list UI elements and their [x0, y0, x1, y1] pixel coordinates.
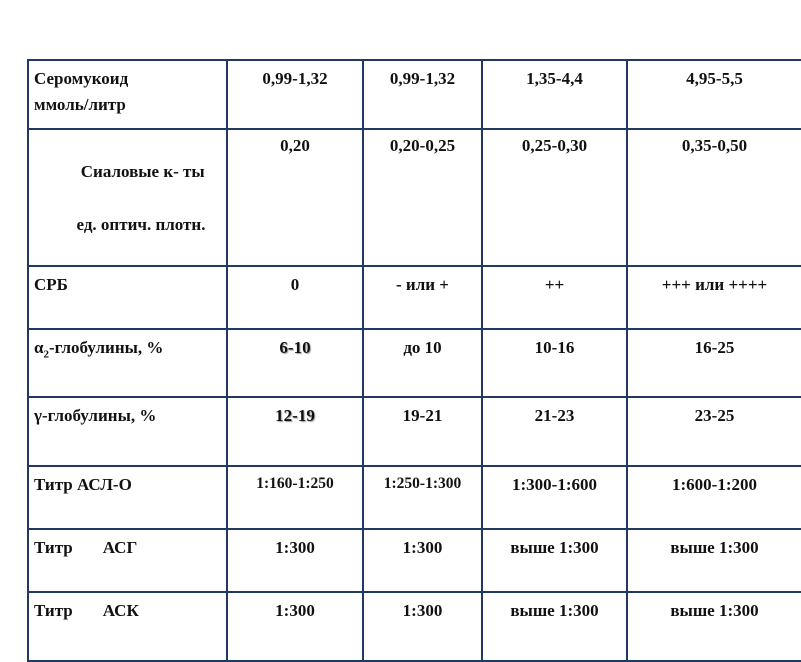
- row-label-cell: [28, 329, 227, 397]
- value-cell: 1:300: [227, 592, 363, 661]
- value-cell: 23-25: [627, 397, 801, 466]
- row-label-cell: [28, 129, 227, 266]
- value-cell: 10-16: [482, 329, 627, 397]
- value-cell: 0,99-1,32: [227, 60, 363, 129]
- row-label-line1: Сиаловые к- ты: [76, 162, 205, 182]
- value-cell: 0,20: [227, 129, 363, 266]
- value-cell: 0,35-0,50: [627, 129, 801, 266]
- row-label-line2: ед. оптич. плотн.: [76, 215, 206, 235]
- value-cell: 1:250-1:300: [363, 466, 482, 529]
- row-label-prefix: α: [34, 337, 44, 357]
- table-row: [28, 329, 801, 397]
- value-cell: [227, 329, 363, 397]
- value-cell: 1:300: [363, 529, 482, 592]
- value-text: 6-10: [279, 337, 311, 357]
- value-cell: ++: [482, 266, 627, 329]
- value-cell: выше 1:300: [482, 529, 627, 592]
- value-cell: выше 1:300: [627, 592, 801, 661]
- value-cell: выше 1:300: [482, 592, 627, 661]
- table-row: [28, 397, 801, 466]
- table-row: [28, 129, 801, 266]
- value-cell: 1:300: [363, 592, 482, 661]
- value-cell: 0,99-1,32: [363, 60, 482, 129]
- value-cell: 1,35-4,4: [482, 60, 627, 129]
- row-label-cell: СРБ: [28, 266, 227, 329]
- row-label-cell: [28, 60, 227, 129]
- row-label-word1: Титр: [34, 537, 73, 557]
- table-row: [28, 529, 801, 592]
- row-label-line2: ммоль/литр: [34, 95, 126, 115]
- value-cell: 1:160-1:250: [227, 466, 363, 529]
- value-cell: 0: [227, 266, 363, 329]
- value-cell: 21-23: [482, 397, 627, 466]
- row-label-suffix: -глобулины, %: [49, 337, 164, 357]
- table-row: [28, 60, 801, 129]
- value-cell: 1:300: [227, 529, 363, 592]
- row-label-cell: Титр АСЛ-О: [28, 466, 227, 529]
- value-cell: 1:600-1:200: [627, 466, 801, 529]
- value-cell: до 10: [363, 329, 482, 397]
- lab-indicators-table: [27, 59, 801, 662]
- value-cell: 4,95-5,5: [627, 60, 801, 129]
- table-row: [28, 466, 801, 529]
- value-cell: 16-25: [627, 329, 801, 397]
- row-label-word1: Титр: [34, 600, 73, 620]
- value-cell: выше 1:300: [627, 529, 801, 592]
- value-cell: - или +: [363, 266, 482, 329]
- row-label-line1: Серомукоид: [34, 69, 129, 88]
- value-cell: 0,20-0,25: [363, 129, 482, 266]
- value-cell: [227, 397, 363, 466]
- row-label-word2: АСК: [102, 600, 139, 620]
- value-cell: 0,25-0,30: [482, 129, 627, 266]
- value-cell: +++ или ++++: [627, 266, 801, 329]
- value-cell: 1:300-1:600: [482, 466, 627, 529]
- value-text: 12-19: [275, 405, 315, 425]
- row-label-cell: [28, 529, 227, 592]
- row-label-cell: [28, 592, 227, 661]
- row-label-subscript: 2: [43, 348, 49, 361]
- value-cell: 19-21: [363, 397, 482, 466]
- row-label-cell: γ-глобулины, %: [28, 397, 227, 466]
- table-row: [28, 266, 801, 329]
- table-row: [28, 592, 801, 661]
- row-label-word2: АСГ: [102, 537, 138, 557]
